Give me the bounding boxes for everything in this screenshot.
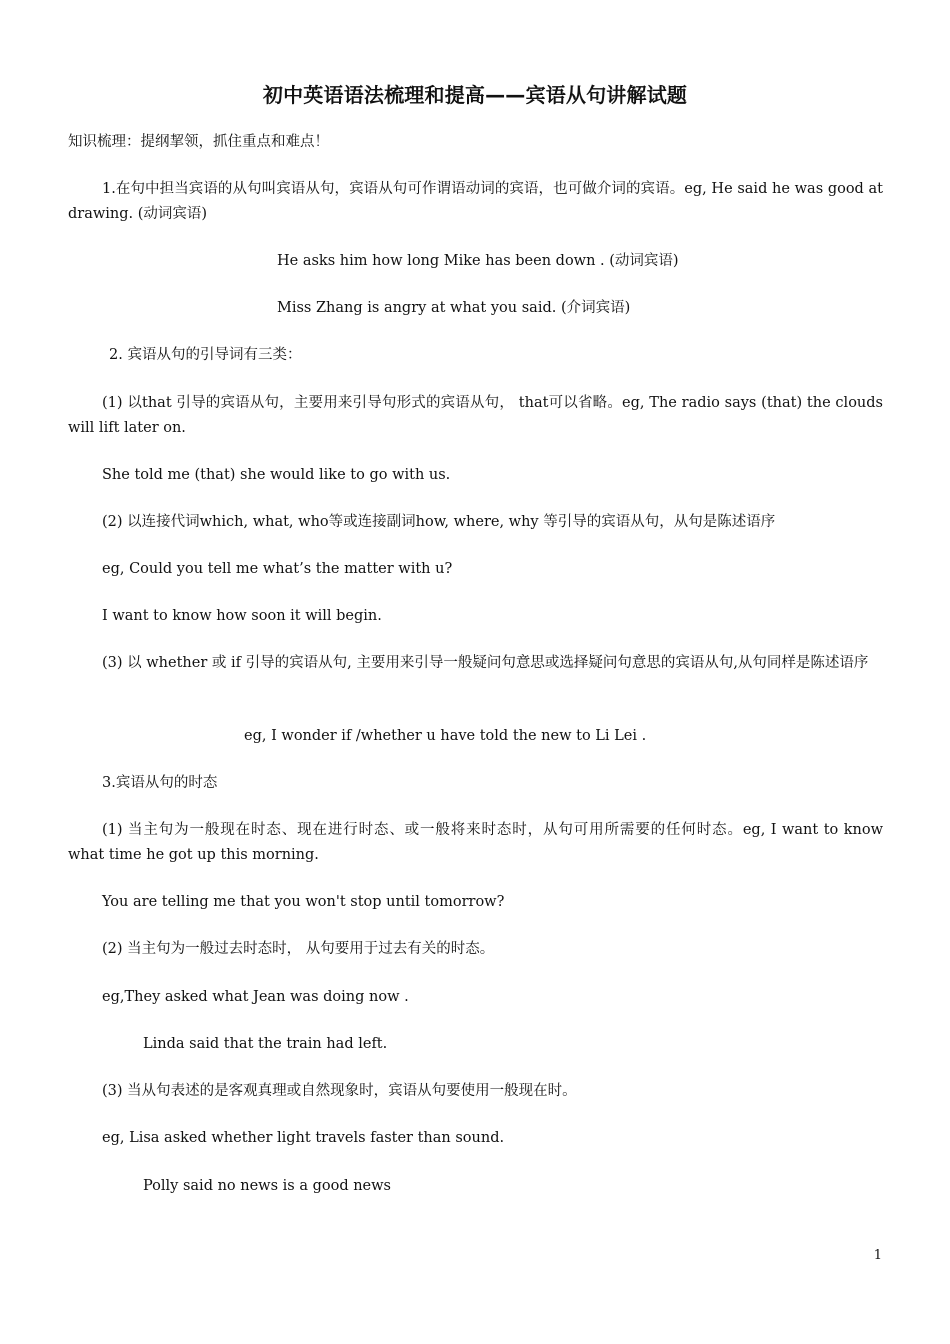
example-3-1: You are telling me that you won't stop until tomorrow? xyxy=(102,894,505,910)
paragraph-2-2: (2) 以连接代词which, what, who等或连接副词how, where, why 等引导的宾语从句，从句是陈述语序 xyxy=(102,514,776,530)
section-2-heading: 2. 宾语从句的引导词有三类： xyxy=(109,347,302,363)
example-2-3: eg, I wonder if /whether u have told the new to Li Lei . xyxy=(244,728,647,744)
paragraph-2-1: (1) 以that 引导的宾语从句，主要用来引导句形式的宾语从句， that可以省略。eg, The radio says (that) the clouds will lift later on. xyxy=(68,395,883,436)
page-title: 初中英语语法梳理和提高——宾语从句讲解试题 xyxy=(262,83,688,107)
paragraph-2-3: (3) 以 whether 或 if 引导的宾语从句, 主要用来引导一般疑问句意思或选择疑问句意思的宾语从句,从句同样是陈述语序 xyxy=(102,655,869,671)
example-2-2-1: eg, Could you tell me what’s the matter with u? xyxy=(102,561,453,577)
intro-line: 知识梳理：提纲挈领，抓住重点和难点！ xyxy=(68,134,329,150)
example-1-1: He asks him how long Mike has been down . (动词宾语) xyxy=(277,253,679,269)
paragraph-3-1: (1) 当主句为一般现在时态、现在进行时态、或一般将来时态时，从句可用所需要的任何时态。eg, I want to know what time he got up this morning. xyxy=(68,822,883,863)
example-3-2-1: eg,They asked what Jean was doing now . xyxy=(102,989,409,1005)
paragraph-3-2: (2) 当主句为一般过去时态时， 从句要用于过去有关的时态。 xyxy=(102,941,495,957)
example-2-2-2: I want to know how soon it will begin. xyxy=(102,608,382,624)
example-1-2: Miss Zhang is angry at what you said. (介词宾语) xyxy=(277,300,631,316)
example-3-2-2: Linda said that the train had left. xyxy=(143,1036,388,1052)
page-number: 1 xyxy=(873,1248,882,1263)
example-3-3-1: eg, Lisa asked whether light travels faster than sound. xyxy=(102,1130,505,1146)
example-3-3-2: Polly said no news is a good news xyxy=(143,1178,391,1194)
paragraph-3-3: (3) 当从句表述的是客观真理或自然现象时，宾语从句要使用一般现在时。 xyxy=(102,1083,577,1099)
paragraph-1: 1.在句中担当宾语的从句叫宾语从句，宾语从句可作谓语动词的宾语，也可做介词的宾语。eg, He said he was good at drawing. (动词宾语) xyxy=(68,181,883,222)
section-3-heading: 3.宾语从句的时态 xyxy=(102,775,218,791)
example-2-1: She told me (that) she would like to go with us. xyxy=(102,467,451,483)
